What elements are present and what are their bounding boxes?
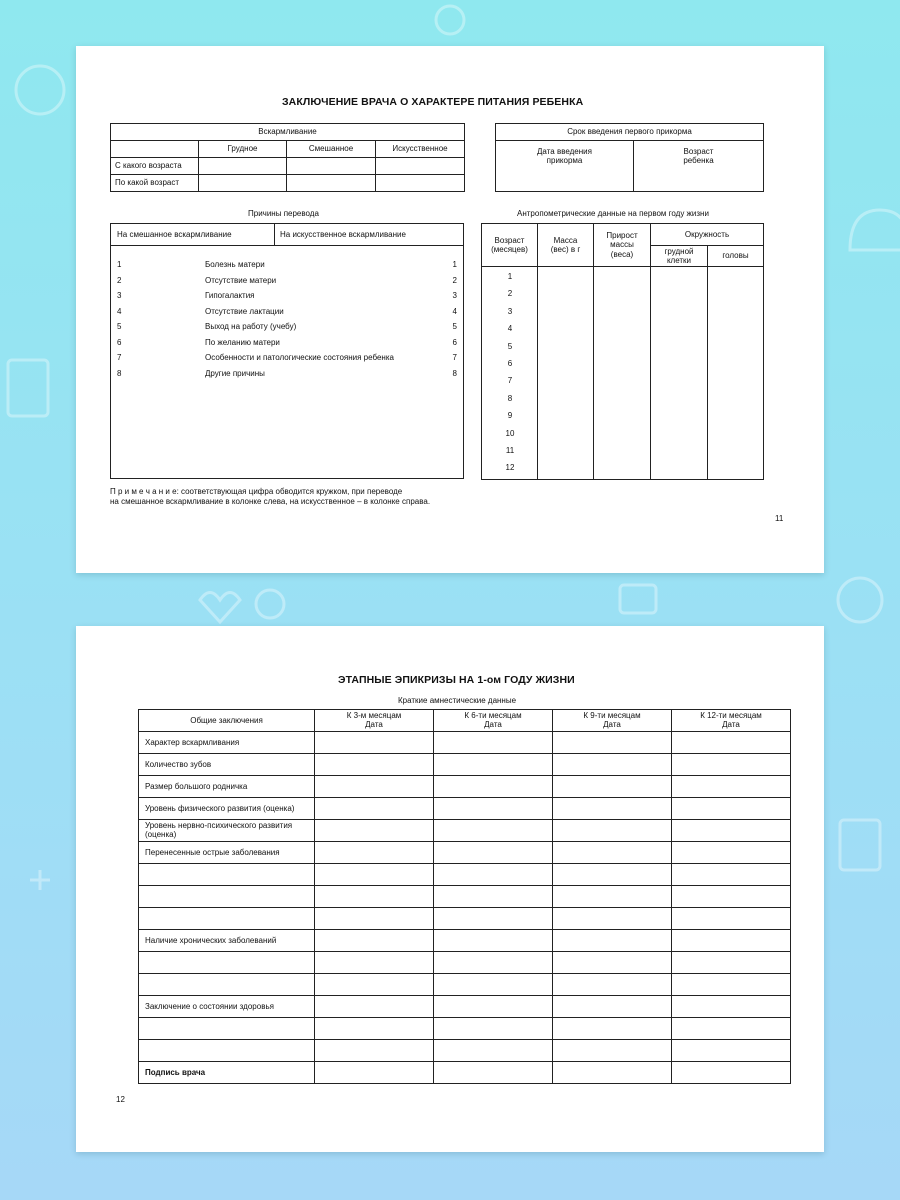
reason-item bbox=[111, 353, 463, 367]
epicrisis-cell[interactable] bbox=[553, 732, 672, 754]
reasons-box bbox=[110, 223, 464, 479]
epicrisis-cell[interactable] bbox=[434, 776, 553, 798]
epicrisis-row-label: Уровень физического развития (оценка) bbox=[139, 798, 315, 820]
epicrisis-cell[interactable] bbox=[553, 974, 672, 996]
epicrisis-cell[interactable] bbox=[434, 952, 553, 974]
reason-item bbox=[111, 307, 463, 321]
heart-icon bbox=[200, 593, 240, 623]
anthro-head-input[interactable] bbox=[708, 267, 764, 480]
anthro-month: 5 bbox=[507, 342, 513, 351]
reason-left-number[interactable]: 4 bbox=[117, 307, 122, 316]
reasons-right-header-label: На искусственное вскармливание bbox=[280, 230, 406, 239]
reason-left-number[interactable]: 8 bbox=[117, 369, 122, 378]
reason-right-number[interactable]: 3 bbox=[452, 291, 457, 300]
epicrisis-cell[interactable] bbox=[553, 864, 672, 886]
epicrisis-cell[interactable] bbox=[672, 952, 791, 974]
anthro-month: 9 bbox=[507, 411, 513, 420]
epicrisis-cell[interactable] bbox=[315, 974, 434, 996]
epicrisis-cell[interactable] bbox=[315, 732, 434, 754]
epicrisis-cell[interactable] bbox=[434, 842, 553, 864]
epicrisis-cell[interactable] bbox=[553, 996, 672, 1018]
epicrisis-cell[interactable] bbox=[553, 820, 672, 842]
period-date-label: Дата bbox=[365, 719, 383, 729]
anthro-col-girth: Окружность bbox=[651, 224, 764, 246]
feeding-input-cell[interactable] bbox=[376, 158, 465, 175]
epicrisis-row-label bbox=[139, 886, 315, 908]
epicrisis-cell[interactable] bbox=[434, 732, 553, 754]
reason-left-number[interactable]: 1 bbox=[117, 260, 122, 269]
book-icon bbox=[840, 820, 880, 870]
reason-right-number[interactable]: 5 bbox=[452, 322, 457, 331]
epicrisis-cell[interactable] bbox=[672, 820, 791, 842]
anthro-month: 3 bbox=[507, 307, 513, 316]
reasons-header-row bbox=[111, 224, 463, 246]
epicrisis-cell[interactable] bbox=[434, 1040, 553, 1062]
complementary-table bbox=[495, 123, 764, 192]
epicrisis-cell[interactable] bbox=[553, 1040, 672, 1062]
reason-right-number[interactable]: 2 bbox=[452, 276, 457, 285]
reason-right-number[interactable]: 1 bbox=[452, 260, 457, 269]
feeding-col-breast: Грудное bbox=[199, 141, 287, 158]
epicrisis-cell[interactable] bbox=[553, 754, 672, 776]
epicrisis-cell[interactable] bbox=[672, 798, 791, 820]
epicrisis-row-label: Наличие хронических заболеваний bbox=[139, 930, 315, 952]
epicrisis-cell[interactable] bbox=[553, 842, 672, 864]
note-line-1: П р и м е ч а н и е: соответствующая цифра обводится кружком, при переводе bbox=[110, 487, 403, 496]
epicrisis-cell[interactable] bbox=[434, 820, 553, 842]
badge-icon bbox=[256, 590, 284, 618]
epicrisis-cell[interactable] bbox=[672, 842, 791, 864]
epicrisis-row-label: Заключение о состоянии здоровья bbox=[139, 996, 315, 1018]
epicrisis-cell[interactable] bbox=[434, 754, 553, 776]
epicrisis-cell[interactable] bbox=[315, 776, 434, 798]
clipboard-icon bbox=[8, 360, 48, 416]
epicrisis-cell[interactable] bbox=[434, 798, 553, 820]
period-label: К 12-ти месяцам bbox=[700, 711, 762, 721]
epicrisis-cell[interactable] bbox=[315, 908, 434, 930]
epicrisis-cell[interactable] bbox=[553, 908, 672, 930]
epicrisis-row-label: Перенесенные острые заболевания bbox=[139, 842, 315, 864]
epicrisis-cell[interactable] bbox=[434, 996, 553, 1018]
epicrisis-cell[interactable] bbox=[434, 886, 553, 908]
epicrisis-col-6m bbox=[434, 710, 553, 732]
form-page-11 bbox=[76, 46, 824, 573]
reason-left-number[interactable]: 6 bbox=[117, 338, 122, 347]
anthro-col-mass: Масса (вес) в г bbox=[538, 224, 594, 267]
anthro-caption: Антропометрические данные на первом году жизни bbox=[517, 209, 709, 218]
reason-right-number[interactable]: 8 bbox=[452, 369, 457, 378]
anthro-table bbox=[481, 223, 764, 480]
epicrisis-row-label bbox=[139, 1018, 315, 1040]
epicrisis-row-label: Количество зубов bbox=[139, 754, 315, 776]
epicrisis-cell[interactable] bbox=[672, 908, 791, 930]
epicrisis-cell[interactable] bbox=[315, 842, 434, 864]
epicrisis-cell[interactable] bbox=[315, 930, 434, 952]
epicrisis-cell[interactable] bbox=[315, 886, 434, 908]
epicrisis-row-label bbox=[139, 952, 315, 974]
form-page-12 bbox=[76, 626, 824, 1152]
reasons-left-header-label: На смешанное вскармливание bbox=[117, 230, 232, 239]
anthro-chest-input[interactable] bbox=[651, 267, 708, 480]
epicrisis-row-label bbox=[139, 908, 315, 930]
reason-left-number[interactable]: 5 bbox=[117, 322, 122, 331]
period-label: К 9-ти месяцам bbox=[583, 711, 641, 721]
anthro-col-chest: грудной клетки bbox=[651, 246, 708, 267]
epicrisis-cell[interactable] bbox=[553, 1018, 672, 1040]
anthro-col-gain: Прирост массы (веса) bbox=[594, 224, 651, 267]
signature-cell[interactable] bbox=[672, 1062, 791, 1084]
epicrisis-row-label: Характер вскармливания bbox=[139, 732, 315, 754]
reason-left-number[interactable]: 3 bbox=[117, 291, 122, 300]
reason-right-number[interactable]: 4 bbox=[452, 307, 457, 316]
epicrisis-cell[interactable] bbox=[553, 930, 672, 952]
epicrisis-cell[interactable] bbox=[315, 798, 434, 820]
anthro-months-list bbox=[482, 267, 537, 479]
stethoscope-icon bbox=[16, 66, 64, 114]
pill-icon bbox=[838, 578, 882, 622]
reason-item bbox=[111, 338, 463, 352]
feeding-input-cell[interactable] bbox=[199, 175, 287, 192]
feeding-empty-cell bbox=[111, 141, 199, 158]
feeding-header: Вскармливание bbox=[111, 124, 465, 141]
page-number: 12 bbox=[116, 1095, 125, 1104]
epicrisis-cell[interactable] bbox=[315, 996, 434, 1018]
reason-text: По желанию матери bbox=[205, 338, 280, 347]
epicrisis-cell[interactable] bbox=[672, 974, 791, 996]
reason-item bbox=[111, 291, 463, 305]
period-date-label: Дата bbox=[603, 719, 621, 729]
anthro-month: 1 bbox=[507, 272, 513, 281]
anthro-col-age: Возраст (месяцев) bbox=[482, 224, 538, 267]
note-line-2: на смешанное вскармливание в колонке слева, на искусственное – в колонке справа. bbox=[110, 497, 431, 507]
epicrisis-cell[interactable] bbox=[434, 930, 553, 952]
epicrisis-cell[interactable] bbox=[672, 886, 791, 908]
epicrisis-cell[interactable] bbox=[553, 952, 672, 974]
signature-cell[interactable] bbox=[434, 1062, 553, 1084]
anthro-month: 4 bbox=[507, 324, 513, 333]
reason-text: Особенности и патологические состояния ребенка bbox=[205, 353, 394, 362]
epicrisis-cell[interactable] bbox=[672, 864, 791, 886]
reason-left-number[interactable]: 2 bbox=[117, 276, 122, 285]
epicrisis-cell[interactable] bbox=[315, 1018, 434, 1040]
epicrisis-cell[interactable] bbox=[672, 930, 791, 952]
complementary-header: Срок введения первого прикорма bbox=[496, 124, 764, 141]
anthro-month: 2 bbox=[507, 289, 513, 298]
epicrisis-cell[interactable] bbox=[434, 1018, 553, 1040]
epicrisis-cell[interactable] bbox=[672, 1018, 791, 1040]
reason-left-number[interactable]: 7 bbox=[117, 353, 122, 362]
period-date-label: Дата bbox=[484, 719, 502, 729]
reason-item bbox=[111, 369, 463, 383]
epicrisis-row-label bbox=[139, 864, 315, 886]
anthro-mass-input[interactable] bbox=[538, 267, 594, 480]
anthro-month: 12 bbox=[505, 463, 515, 472]
feeding-row-from: С какого возраста bbox=[111, 158, 199, 175]
reason-text: Другие причины bbox=[205, 369, 265, 378]
epicrisis-row-label bbox=[139, 1040, 315, 1062]
feeding-input-cell[interactable] bbox=[376, 175, 465, 192]
anthro-month: 8 bbox=[507, 394, 513, 403]
epicrisis-row-label: Уровень нервно-психического развития (оценка) bbox=[139, 820, 315, 842]
anthro-month: 11 bbox=[505, 446, 515, 455]
epicrisis-cell[interactable] bbox=[434, 908, 553, 930]
epicrisis-cell[interactable] bbox=[672, 732, 791, 754]
feeding-input-cell[interactable] bbox=[287, 175, 376, 192]
page-subtitle: Краткие амнестические данные bbox=[398, 696, 517, 705]
page-title: ЗАКЛЮЧЕНИЕ ВРАЧА О ХАРАКТЕРЕ ПИТАНИЯ РЕБЕНКА bbox=[282, 96, 584, 108]
reason-text: Отсутствие лактации bbox=[205, 307, 284, 316]
epicrisis-cell[interactable] bbox=[672, 776, 791, 798]
period-date-label: Дата bbox=[722, 719, 740, 729]
epicrisis-cell[interactable] bbox=[672, 1040, 791, 1062]
epicrisis-row-label: Размер большого родничка bbox=[139, 776, 315, 798]
feeding-input-cell[interactable] bbox=[199, 158, 287, 175]
reasons-caption: Причины перевода bbox=[248, 209, 319, 218]
period-label: К 6-ти месяцам bbox=[464, 711, 522, 721]
page-number: 11 bbox=[775, 514, 784, 523]
epicrisis-col-12m bbox=[672, 710, 791, 732]
reason-text: Болезнь матери bbox=[205, 260, 265, 269]
reason-item bbox=[111, 322, 463, 336]
epicrisis-col-general: Общие заключения bbox=[139, 710, 315, 732]
signature-cell[interactable] bbox=[553, 1062, 672, 1084]
signature-cell[interactable] bbox=[315, 1062, 434, 1084]
epicrisis-col-3m bbox=[315, 710, 434, 732]
reason-item bbox=[111, 260, 463, 274]
epicrisis-cell[interactable] bbox=[315, 864, 434, 886]
page-title: ЭТАПНЫЕ ЭПИКРИЗЫ НА 1-ом ГОДУ ЖИЗНИ bbox=[338, 674, 575, 686]
feeding-col-mixed: Смешанное bbox=[287, 141, 376, 158]
anthro-col-head: головы bbox=[708, 246, 764, 267]
reason-text: Выход на работу (учебу) bbox=[205, 322, 297, 331]
magnifier-icon bbox=[436, 6, 464, 34]
reason-text: Отсутствие матери bbox=[205, 276, 277, 285]
feeding-row-until: По какой возраст bbox=[111, 175, 199, 192]
epicrisis-cell[interactable] bbox=[434, 864, 553, 886]
epicrisis-col-9m bbox=[553, 710, 672, 732]
complementary-date-cell[interactable]: Дата введения прикорма bbox=[496, 141, 634, 192]
reason-right-number[interactable]: 7 bbox=[452, 353, 457, 362]
anthro-month: 7 bbox=[507, 376, 513, 385]
anthro-months-cell bbox=[482, 267, 538, 480]
reason-text: Гипогалактия bbox=[205, 291, 255, 300]
feeding-col-artificial: Искусственное bbox=[376, 141, 465, 158]
reason-item bbox=[111, 276, 463, 290]
epicrisis-row-label bbox=[139, 974, 315, 996]
epicrisis-table bbox=[138, 709, 791, 1084]
feeding-input-cell[interactable] bbox=[287, 158, 376, 175]
complementary-age-cell[interactable]: Возраст ребенка bbox=[634, 141, 764, 192]
epicrisis-cell[interactable] bbox=[434, 974, 553, 996]
box-icon bbox=[620, 585, 656, 613]
bell-icon bbox=[850, 210, 900, 250]
reason-right-number[interactable]: 6 bbox=[452, 338, 457, 347]
epicrisis-cell[interactable] bbox=[315, 820, 434, 842]
epicrisis-cell[interactable] bbox=[315, 754, 434, 776]
epicrisis-cell[interactable] bbox=[553, 886, 672, 908]
epicrisis-cell[interactable] bbox=[672, 996, 791, 1018]
anthro-month: 10 bbox=[505, 429, 515, 438]
epicrisis-cell[interactable] bbox=[672, 754, 791, 776]
reasons-left-header bbox=[111, 224, 275, 245]
feeding-table bbox=[110, 123, 465, 192]
anthro-gain-input[interactable] bbox=[594, 267, 651, 480]
anthro-month: 6 bbox=[507, 359, 513, 368]
epicrisis-cell[interactable] bbox=[315, 952, 434, 974]
cross-icon bbox=[30, 870, 50, 890]
note bbox=[110, 487, 430, 508]
epicrisis-cell[interactable] bbox=[553, 798, 672, 820]
epicrisis-cell[interactable] bbox=[315, 1040, 434, 1062]
period-label: К 3-м месяцам bbox=[346, 711, 402, 721]
epicrisis-cell[interactable] bbox=[553, 776, 672, 798]
doctor-signature-label: Подпись врача bbox=[139, 1062, 315, 1084]
